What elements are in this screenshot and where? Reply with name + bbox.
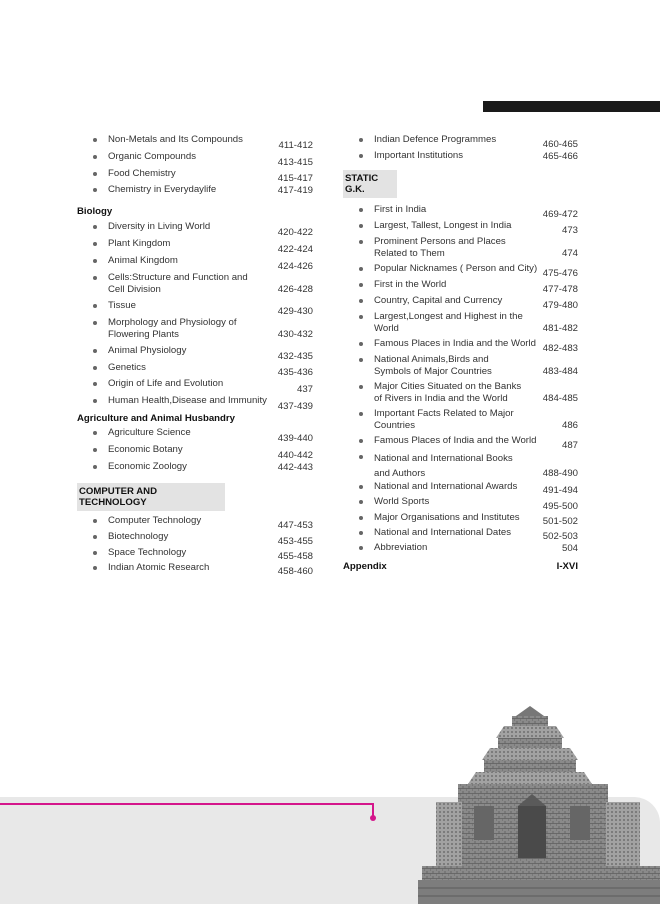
toc-entry[interactable]: Prominent Persons and Places Related to Them 474 <box>343 236 578 263</box>
toc-entry[interactable]: Economic Botany 440-442 <box>77 444 313 461</box>
bullet-icon <box>359 358 363 362</box>
bullet-icon <box>359 224 363 228</box>
toc-entry[interactable]: World Sports 495-500 <box>343 496 578 512</box>
bullet-icon <box>93 366 97 370</box>
toc-entry[interactable]: Popular Nicknames ( Person and City) 475-476 <box>343 263 578 279</box>
bullet-icon <box>93 225 97 229</box>
toc-entry[interactable]: Country, Capital and Currency 479-480 <box>343 295 578 311</box>
toc-entry[interactable]: Origin of Life and Evolution 437 <box>77 378 313 395</box>
toc-entry[interactable]: Important Facts Related to Major Countries 486 <box>343 408 578 435</box>
toc-entry[interactable]: Cells:Structure and Function and Cell Division 426-428 <box>77 272 313 300</box>
section-heading-static-gk: STATIC G.K. <box>343 170 397 198</box>
section-heading-biology: Biology <box>77 206 113 217</box>
toc-entry[interactable]: Computer Technology 447-453 <box>77 515 313 531</box>
toc-entry[interactable]: Tissue 429-430 <box>77 300 313 317</box>
bullet-icon <box>93 551 97 555</box>
bullet-icon <box>359 500 363 504</box>
header-bar <box>483 101 660 112</box>
toc-entry[interactable]: Major Cities Situated on the Banks of Rivers in India and the World 484-485 <box>343 381 578 408</box>
footer-accent-line <box>0 803 374 805</box>
toc-entry[interactable]: Famous Places in India and the World 482-483 <box>343 338 578 354</box>
toc-entry[interactable]: Economic Zoology 442-443 <box>77 461 313 483</box>
section-heading-computer: COMPUTER AND TECHNOLOGY <box>77 483 225 511</box>
toc-entry[interactable]: Chemistry in Everydaylife 417-419 <box>77 184 313 205</box>
bullet-icon <box>93 188 97 192</box>
section-heading-agriculture: Agriculture and Animal Husbandry <box>77 413 235 424</box>
bullet-icon <box>93 276 97 280</box>
toc-entry[interactable]: Largest,Longest and Highest in the World 481-482 <box>343 311 578 338</box>
toc-entry[interactable]: Animal Kingdom 424-426 <box>77 255 313 272</box>
appendix-page: I-XVI <box>556 561 578 572</box>
bullet-icon <box>359 299 363 303</box>
bullet-icon <box>93 465 97 469</box>
bullet-icon <box>359 455 363 459</box>
bullet-icon <box>359 315 363 319</box>
toc-entry[interactable]: First in India 469-472 <box>343 204 578 220</box>
bullet-icon <box>93 138 97 142</box>
bullet-icon <box>359 531 363 535</box>
bullet-icon <box>359 138 363 142</box>
bullet-icon <box>93 519 97 523</box>
bullet-icon <box>359 546 363 550</box>
bullet-icon <box>359 342 363 346</box>
bullet-icon <box>359 283 363 287</box>
toc-entry[interactable]: First in the World 477-478 <box>343 279 578 295</box>
toc-entry[interactable]: Abbreviation 504 <box>343 542 578 561</box>
bullet-icon <box>359 516 363 520</box>
bullet-icon <box>359 208 363 212</box>
temple-illustration <box>418 706 660 904</box>
toc-entry[interactable]: Indian Atomic Research 458-460 <box>77 562 313 577</box>
toc-entry[interactable]: Organic Compounds 413-415 <box>77 151 313 168</box>
toc-entry[interactable]: National and International Books and Authors 488-490 <box>343 451 578 481</box>
bullet-icon <box>359 385 363 389</box>
bullet-icon <box>359 485 363 489</box>
bullet-icon <box>93 382 97 386</box>
appendix-entry[interactable] <box>343 561 578 572</box>
toc-entry[interactable]: Human Health,Disease and Immunity 437-439 <box>77 395 313 412</box>
toc-entry[interactable]: Agriculture Science 439-440 <box>77 427 313 444</box>
bullet-icon <box>93 566 97 570</box>
bullet-icon <box>93 431 97 435</box>
toc-entry[interactable]: Biotechnology 453-455 <box>77 531 313 547</box>
toc-entry[interactable]: Space Technology 455-458 <box>77 547 313 562</box>
toc-entry[interactable]: Animal Physiology 432-435 <box>77 345 313 362</box>
toc-entry[interactable]: National and International Dates 502-503 <box>343 527 578 542</box>
bullet-icon <box>93 242 97 246</box>
bullet-icon <box>359 154 363 158</box>
toc-entry[interactable]: National Animals,Birds and Symbols of Major Countries 483-484 <box>343 354 578 381</box>
toc-entry[interactable]: Diversity in Living World 420-422 <box>77 221 313 238</box>
bullet-icon <box>359 267 363 271</box>
toc-entry[interactable]: Plant Kingdom 422-424 <box>77 238 313 255</box>
appendix-label: Appendix <box>343 561 387 572</box>
bullet-icon <box>93 155 97 159</box>
toc-entry[interactable]: Major Organisations and Institutes 501-502 <box>343 512 578 527</box>
footer-accent-dot <box>370 815 376 821</box>
toc-entry[interactable]: Indian Defence Programmes 460-465 <box>343 134 578 150</box>
bullet-icon <box>359 412 363 416</box>
bullet-icon <box>359 439 363 443</box>
bullet-icon <box>93 399 97 403</box>
toc-entry[interactable]: Genetics 435-436 <box>77 362 313 378</box>
toc-entry[interactable]: Largest, Tallest, Longest in India 473 <box>343 220 578 236</box>
toc-left-column <box>77 134 313 577</box>
bullet-icon <box>93 349 97 353</box>
bullet-icon <box>93 535 97 539</box>
toc-entry[interactable]: Important Institutions 465-466 <box>343 150 578 170</box>
toc-right-column <box>343 134 578 572</box>
toc-entry[interactable]: Food Chemistry 415-417 <box>77 168 313 184</box>
bullet-icon <box>93 259 97 263</box>
bullet-icon <box>93 448 97 452</box>
bullet-icon <box>93 304 97 308</box>
bullet-icon <box>93 321 97 325</box>
toc-entry[interactable]: Famous Places of India and the World 487 <box>343 435 578 451</box>
toc-entry[interactable]: National and International Awards 491-494 <box>343 481 578 496</box>
bullet-icon <box>359 240 363 244</box>
toc-entry[interactable]: Morphology and Physiology of Flowering Plants 430-432 <box>77 317 313 345</box>
toc-entry[interactable]: Non-Metals and Its Compounds 411-412 <box>77 134 313 151</box>
bullet-icon <box>93 172 97 176</box>
